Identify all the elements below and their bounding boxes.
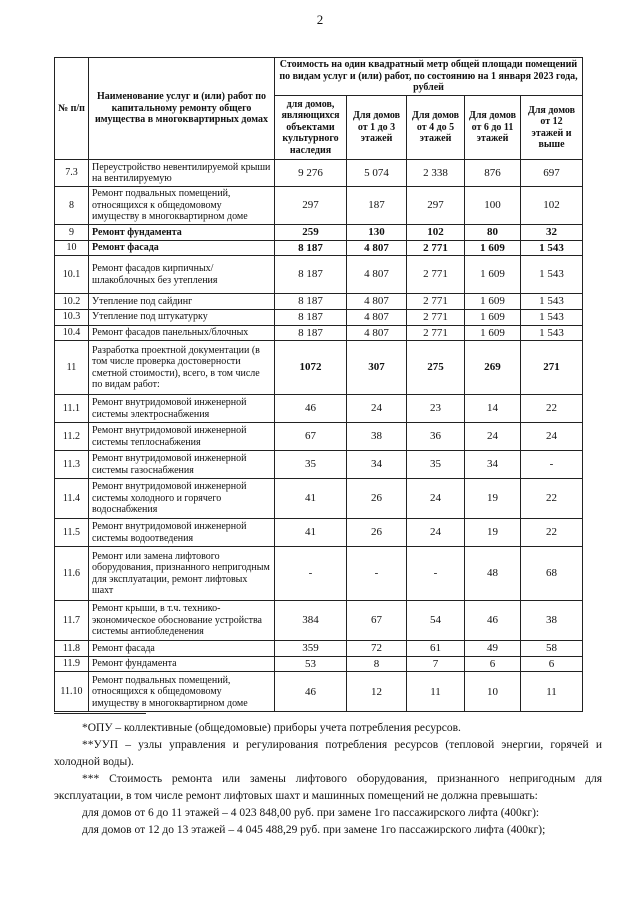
row-value: 876 xyxy=(465,160,521,187)
row-value: 271 xyxy=(521,341,583,395)
row-value: 26 xyxy=(347,519,407,547)
row-name: Ремонт внутридомовой инженерной системы водоотведения xyxy=(89,519,275,547)
row-value: 22 xyxy=(521,519,583,547)
row-value: 8 187 xyxy=(275,256,347,294)
row-value: 384 xyxy=(275,601,347,641)
row-value: 48 xyxy=(465,547,521,601)
row-value: 307 xyxy=(347,341,407,395)
header-sub-1-3: Для домов от 1 до 3 этажей xyxy=(347,96,407,160)
row-value: 12 xyxy=(347,672,407,712)
row-value: 24 xyxy=(521,423,583,451)
row-value: 269 xyxy=(465,341,521,395)
row-value: 1 543 xyxy=(521,325,583,341)
row-value: 34 xyxy=(347,451,407,479)
row-value: 32 xyxy=(521,225,583,241)
row-num: 11.7 xyxy=(55,601,89,641)
table-row xyxy=(55,294,583,310)
row-num: 10.4 xyxy=(55,325,89,341)
table-row xyxy=(55,256,583,294)
row-name: Ремонт крыши, в т.ч. технико-экономическое обоснование устройства системы антиобледенения xyxy=(89,601,275,641)
row-name: Переустройство невентилируемой крыши на вентилируемую xyxy=(89,160,275,187)
row-value: 359 xyxy=(275,641,347,657)
row-name: Ремонт фасада xyxy=(89,240,275,256)
table-row xyxy=(55,656,583,672)
row-value: 297 xyxy=(275,187,347,225)
row-value: 11 xyxy=(407,672,465,712)
row-value: 24 xyxy=(407,519,465,547)
row-num: 10 xyxy=(55,240,89,256)
footnote-rule xyxy=(54,713,146,714)
row-name: Ремонт фасада xyxy=(89,641,275,657)
row-value: 41 xyxy=(275,479,347,519)
row-value: 26 xyxy=(347,479,407,519)
row-value: 5 074 xyxy=(347,160,407,187)
header-sub-12plus: Для домов от 12 этажей и выше xyxy=(521,96,583,160)
row-value: 1 609 xyxy=(465,294,521,310)
row-value: 36 xyxy=(407,423,465,451)
row-value: 54 xyxy=(407,601,465,641)
row-value: 23 xyxy=(407,395,465,423)
row-num: 9 xyxy=(55,225,89,241)
row-num: 11.10 xyxy=(55,672,89,712)
row-value: 53 xyxy=(275,656,347,672)
row-value: 8 187 xyxy=(275,325,347,341)
row-num: 7.3 xyxy=(55,160,89,187)
row-value: 46 xyxy=(275,672,347,712)
row-name: Ремонт внутридомовой инженерной системы электроснабжения xyxy=(89,395,275,423)
row-name: Ремонт фундамента xyxy=(89,656,275,672)
header-sub-6-11: Для домов от 6 до 11 этажей xyxy=(465,96,521,160)
row-name: Ремонт фундамента xyxy=(89,225,275,241)
row-num: 11.5 xyxy=(55,519,89,547)
row-value: 46 xyxy=(465,601,521,641)
row-value: 2 771 xyxy=(407,240,465,256)
row-value: 22 xyxy=(521,395,583,423)
row-value: 1 543 xyxy=(521,256,583,294)
row-value: - xyxy=(347,547,407,601)
footnote-lift-6-11: для домов от 6 до 11 этажей – 4 023 848,00 руб. при замене 1го пассажирского лифта (400кг): xyxy=(82,807,540,819)
row-value: - xyxy=(521,451,583,479)
footnote-lift: *** Стоимость ремонта или замены лифтового оборудования, признанного непригодным для эксплуатации, в том числе ремонт лифтовых шахт и машинных помещений не должна превышать: xyxy=(54,773,602,802)
row-value: 187 xyxy=(347,187,407,225)
row-value: 6 xyxy=(465,656,521,672)
table-row xyxy=(55,423,583,451)
row-value: 1 609 xyxy=(465,309,521,325)
row-value: - xyxy=(407,547,465,601)
row-num: 11 xyxy=(55,341,89,395)
row-value: 130 xyxy=(347,225,407,241)
row-value: 72 xyxy=(347,641,407,657)
table-row xyxy=(55,309,583,325)
row-value: 102 xyxy=(521,187,583,225)
row-num: 10.3 xyxy=(55,309,89,325)
header-num: № п/п xyxy=(55,58,89,160)
row-name: Ремонт или замена лифтового оборудования, признанного непригодным для эксплуатации, ремонт лифтовых шахт xyxy=(89,547,275,601)
row-value: 275 xyxy=(407,341,465,395)
row-value: 1072 xyxy=(275,341,347,395)
table-row xyxy=(55,395,583,423)
row-num: 11.1 xyxy=(55,395,89,423)
row-value: 2 338 xyxy=(407,160,465,187)
row-value: 102 xyxy=(407,225,465,241)
row-value: 10 xyxy=(465,672,521,712)
row-value: 1 543 xyxy=(521,309,583,325)
row-value: 19 xyxy=(465,479,521,519)
row-value: 4 807 xyxy=(347,309,407,325)
footnotes xyxy=(54,713,602,839)
row-value: 1 609 xyxy=(465,240,521,256)
row-num: 11.2 xyxy=(55,423,89,451)
cost-table xyxy=(54,57,583,712)
row-value: 38 xyxy=(347,423,407,451)
row-value: 22 xyxy=(521,479,583,519)
table-row xyxy=(55,240,583,256)
row-name: Ремонт фасадов кирпичных/шлакоблочных без утепления xyxy=(89,256,275,294)
row-value: 35 xyxy=(275,451,347,479)
row-value: 35 xyxy=(407,451,465,479)
row-num: 11.9 xyxy=(55,656,89,672)
row-value: 9 276 xyxy=(275,160,347,187)
row-num: 8 xyxy=(55,187,89,225)
table-row xyxy=(55,547,583,601)
header-cost: Стоимость на один квадратный метр общей площади помещений по видам услуг и (или) работ, по состоянию на 1 января 2023 года, рублей xyxy=(275,58,583,96)
table-row xyxy=(55,341,583,395)
row-value: 19 xyxy=(465,519,521,547)
row-name: Разработка проектной документации (в том числе проверка достоверности сметной стоимости), всего, в том числе по видам работ: xyxy=(89,341,275,395)
row-value: 11 xyxy=(521,672,583,712)
table-row xyxy=(55,160,583,187)
table-row xyxy=(55,672,583,712)
table-row xyxy=(55,325,583,341)
row-value: 2 771 xyxy=(407,309,465,325)
row-value: 6 xyxy=(521,656,583,672)
row-value: 80 xyxy=(465,225,521,241)
row-name: Ремонт фасадов панельных/блочных xyxy=(89,325,275,341)
row-value: 4 807 xyxy=(347,240,407,256)
row-name: Ремонт подвальных помещений, относящихся к общедомовому имуществу в многоквартирном доме xyxy=(89,187,275,225)
row-value: 2 771 xyxy=(407,256,465,294)
table-row xyxy=(55,479,583,519)
header-sub-heritage: для домов, являющихся объектами культурного наследия xyxy=(275,96,347,160)
table-row xyxy=(55,187,583,225)
row-value: 24 xyxy=(407,479,465,519)
row-value: 1 543 xyxy=(521,240,583,256)
row-num: 10.2 xyxy=(55,294,89,310)
row-value: 24 xyxy=(347,395,407,423)
row-value: 4 807 xyxy=(347,294,407,310)
row-value: 49 xyxy=(465,641,521,657)
row-value: 1 609 xyxy=(465,256,521,294)
row-value: 67 xyxy=(275,423,347,451)
row-value: 697 xyxy=(521,160,583,187)
row-value: 24 xyxy=(465,423,521,451)
header-name: Наименование услуг и (или) работ по капитальному ремонту общего имущества в многоквартирных домах xyxy=(89,58,275,160)
table-row xyxy=(55,225,583,241)
row-num: 11.4 xyxy=(55,479,89,519)
row-num: 11.8 xyxy=(55,641,89,657)
row-value: 8 187 xyxy=(275,240,347,256)
row-value: 67 xyxy=(347,601,407,641)
row-value: - xyxy=(275,547,347,601)
row-value: 7 xyxy=(407,656,465,672)
row-value: 8 187 xyxy=(275,309,347,325)
row-name: Ремонт подвальных помещений, относящихся к общедомовому имуществу в многоквартирном доме xyxy=(89,672,275,712)
row-value: 8 xyxy=(347,656,407,672)
row-name: Ремонт внутридомовой инженерной системы холодного и горячего водоснабжения xyxy=(89,479,275,519)
row-value: 2 771 xyxy=(407,325,465,341)
row-value: 58 xyxy=(521,641,583,657)
footnote-lift-12-13: для домов от 12 до 13 этажей – 4 045 488,29 руб. при замене 1го пассажирского лифта (400кг); xyxy=(82,824,546,836)
page-number: 2 xyxy=(316,12,324,27)
row-value: 8 187 xyxy=(275,294,347,310)
header-sub-4-5: Для домов от 4 до 5 этажей xyxy=(407,96,465,160)
row-name: Ремонт внутридомовой инженерной системы газоснабжения xyxy=(89,451,275,479)
footnote-opu: *ОПУ – коллективные (общедомовые) приборы учета потребления ресурсов. xyxy=(82,722,461,734)
row-value: 61 xyxy=(407,641,465,657)
footnote-uup: **УУП – узлы управления и регулирования потребления ресурсов (тепловой энергии, горячей и холодной воды). xyxy=(54,739,602,768)
row-value: 259 xyxy=(275,225,347,241)
table-row xyxy=(55,519,583,547)
row-value: 68 xyxy=(521,547,583,601)
table-row xyxy=(55,601,583,641)
row-value: 2 771 xyxy=(407,294,465,310)
row-value: 14 xyxy=(465,395,521,423)
row-value: 100 xyxy=(465,187,521,225)
row-num: 10.1 xyxy=(55,256,89,294)
row-name: Ремонт внутридомовой инженерной системы теплоснабжения xyxy=(89,423,275,451)
row-name: Утепление под сайдинг xyxy=(89,294,275,310)
row-num: 11.3 xyxy=(55,451,89,479)
table-row xyxy=(55,451,583,479)
row-value: 1 609 xyxy=(465,325,521,341)
row-value: 41 xyxy=(275,519,347,547)
row-value: 46 xyxy=(275,395,347,423)
row-value: 1 543 xyxy=(521,294,583,310)
row-name: Утепление под штукатурку xyxy=(89,309,275,325)
row-value: 297 xyxy=(407,187,465,225)
row-num: 11.6 xyxy=(55,547,89,601)
row-value: 38 xyxy=(521,601,583,641)
table-row xyxy=(55,641,583,657)
row-value: 34 xyxy=(465,451,521,479)
row-value: 4 807 xyxy=(347,256,407,294)
row-value: 4 807 xyxy=(347,325,407,341)
